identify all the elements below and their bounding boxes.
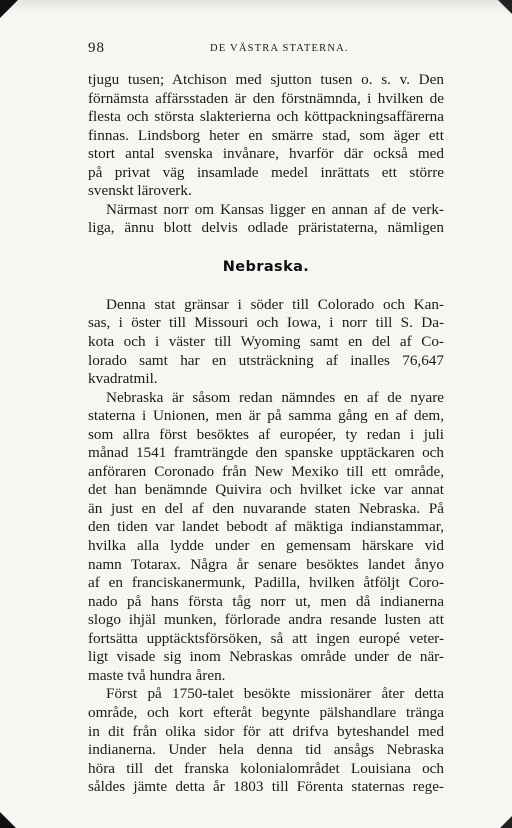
- text-line: höra till det franska kolonialområdet Louisiana och: [88, 759, 444, 777]
- text-line: Närmast norr om Kansas ligger en annan af de verk-: [106, 200, 444, 218]
- text-line: sas, i öster till Missouri och Iowa, i norr till S. Da-: [88, 314, 444, 332]
- text-line: af en franciskanermunk, Padilla, hvilken åtföljt Coro-: [88, 574, 444, 592]
- section-spacer: [88, 238, 444, 255]
- text-line: ligt visade sig inom Nebraskas område under de när-: [88, 648, 444, 666]
- scan-corner-top-left: [0, 0, 18, 18]
- text-line: staterna i Unionen, men är på samma gång en af dem,: [88, 407, 444, 425]
- text-line: lorado samt har en utsträckning af inalles 76,647: [88, 351, 444, 369]
- text-line: svenskt läroverk.: [88, 182, 192, 200]
- text-line: såldes jämte detta år 1803 till Förenta staternas rege-: [88, 778, 444, 796]
- text-line: på privat väg insamlade medel inrättats ett större: [88, 163, 444, 181]
- text-line: hvilka alla lydde under en gemensam härskare vid: [88, 537, 444, 555]
- text-line: anföraren Coronado från New Mexiko till ett område,: [88, 462, 444, 480]
- text-line: in dit från olika sidor för att drifva byteshandel med: [88, 722, 444, 740]
- running-head: DE VÄSTRA STATERNA.: [210, 43, 349, 54]
- text-line: liga, ännu blott delvis odlade präristaterna, nämligen: [88, 219, 444, 237]
- text-line: än just en del af den nuvarande staten Nebraska. På: [88, 499, 444, 517]
- text-line: fortsätta upptäcktsförsöken, så att ingen europé veter-: [88, 629, 444, 647]
- scan-shadow-top: [0, 0, 512, 14]
- text-line: flesta och största slakterierna och köttpackningsaffärerna: [88, 108, 444, 126]
- scan-corner-top-right: [498, 0, 512, 14]
- scan-corner-bottom-right: [500, 816, 512, 828]
- text-line: Nebraska är såsom redan nämndes en af de nyare: [106, 388, 444, 406]
- text-line: område, och kort efteråt begynte pälshandlare tränga: [88, 703, 444, 721]
- text-line: namn Totarax. Några år senare besöktes landet ånyo: [88, 555, 444, 573]
- text-line: finnas. Lindsborg heter en smärre stad, som äger ett: [88, 126, 444, 144]
- section-heading: Nebraska.: [222, 258, 310, 275]
- text-line: Först på 1750-talet besökte missionärer åter detta: [106, 685, 444, 703]
- text-line: slogo ihjäl munken, förlorade andra resande lusten att: [88, 611, 444, 629]
- text-line: tjugu tusen; Atchison med sjutton tusen o. s. v. Den: [88, 71, 444, 88]
- text-line: nado på hans första tåg norr ut, men då indianerna: [88, 592, 444, 610]
- text-line: den tiden var landet bebodt af mäktiga indianstammar,: [88, 518, 444, 536]
- text-line: kota och i väster till Wyoming samt en del af Co-: [88, 333, 444, 351]
- page-number: 98: [88, 40, 105, 56]
- text-line: indianerna. Under hela denna tid ansågs Nebraska: [88, 741, 444, 759]
- text-line: det han benämnde Quivira och hvilket icke var annat: [88, 481, 444, 499]
- page-header: [88, 40, 442, 58]
- text-line: månad 1541 framträngde den spanske upptäckaren och: [88, 444, 444, 462]
- text-line: som allra först besöktes af européer, ty redan i juli: [88, 425, 444, 443]
- section-spacer: [88, 279, 444, 296]
- text-line: kvadratmil.: [88, 370, 158, 388]
- scan-corner-bottom-left: [0, 812, 16, 828]
- text-line: förnämsta affärsstaden är den förstnämnda, i hvilken de: [88, 89, 444, 107]
- text-line: stort antal svenska invånare, hvarför där också med: [88, 145, 444, 163]
- body-text: [88, 71, 444, 797]
- text-line: maste två hundra åren.: [88, 666, 226, 684]
- text-line: Denna stat gränsar i söder till Colorado och Kan-: [106, 295, 444, 313]
